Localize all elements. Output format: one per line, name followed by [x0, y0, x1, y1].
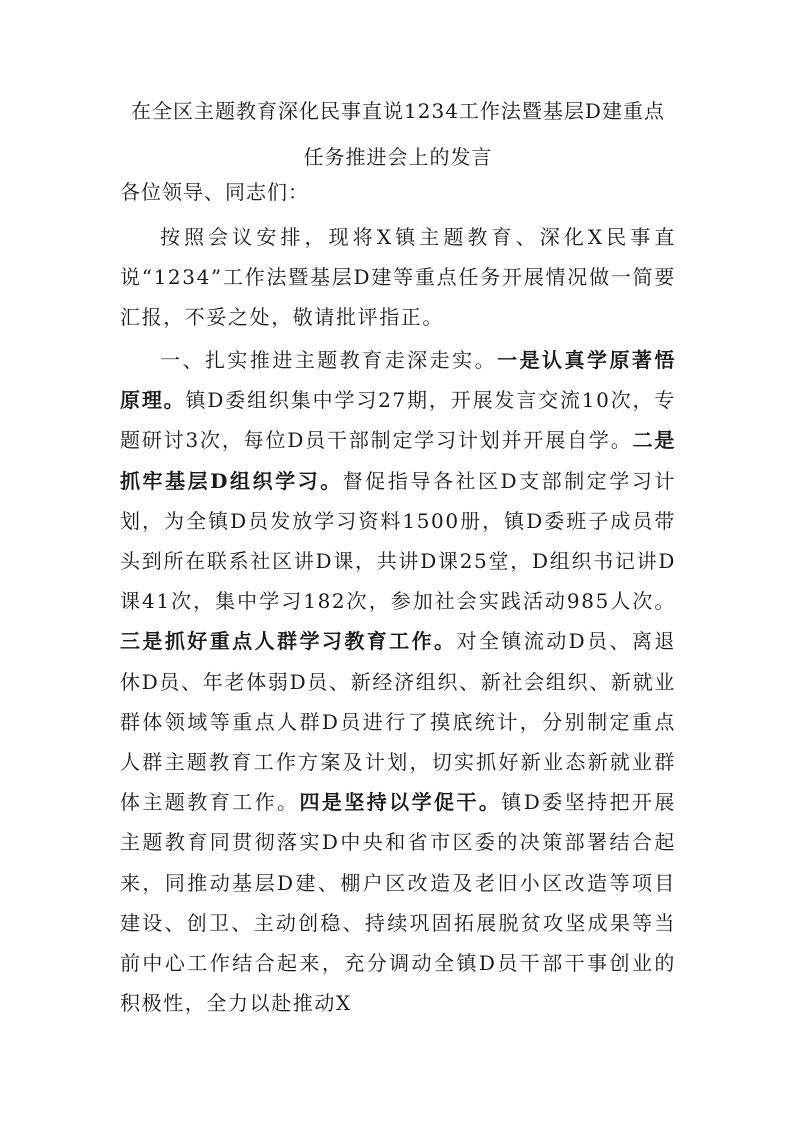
point-3-body: 对全镇流动D员、离退休D员、年老体弱D员、新经济组织、新社会组织、新就业群体领域等重点人群D员进行了摸底统计，分别制定重点人群主题教育工作方案及计划，切实抓好新业态新就业群体主题教育工作。 [120, 629, 677, 815]
document-title-line-2: 任务推进会上的发言 [303, 145, 493, 169]
point-4-body: 镇D委坚持把开展主题教育同贯彻落实D中央和省市区委的决策部署结合起来，同推动基层D建、棚户区改造及老旧小区改造等项目建设、创卫、主动创稳、持续巩固拓展脱贫攻坚成果等当前中心工作结合起来，充分调动全镇D员干部干事创业的积极性，全力以赴推动X [120, 790, 676, 1016]
opening-paragraph: 按照会议安排，现将X镇主题教育、深化X民事直说“1234”工作法暨基层D建等重点任务开展情况做一简要汇报，不妥之处，敬请批评指正。 [120, 225, 676, 330]
section-1-heading: 一、扎实推进主题教育走深走实。 [160, 348, 498, 372]
salutation: 各位领导、同志们： [120, 180, 309, 204]
point-2-title: 二是抓牢基层D组织学习。 [120, 428, 676, 493]
point-1-title: 一是认真学原著悟原理。 [120, 348, 676, 413]
point-2-body: 督促指导各社区D支部制定学习计划，为全镇D员发放学习资料1500册，镇D委班子成员带头到所在联系社区讲D课，共讲D课25堂，D组织书记讲D课41次，集中学习182次，参加社会实践活动985人次。 [120, 468, 676, 614]
point-4-title: 四是坚持以学促干。 [299, 790, 502, 815]
point-3-title: 三是抓好重点人群学习教育工作。 [120, 629, 457, 654]
section-1-paragraph [120, 340, 676, 1023]
document-title-line-1: 在全区主题教育深化民事直说1234工作法暨基层D建重点 [131, 99, 665, 123]
point-1-body: 镇D委组织集中学习27期，开展发言交流10次，专题研讨3次，每位D员干部制定学习计划并开展自学。 [120, 388, 676, 453]
